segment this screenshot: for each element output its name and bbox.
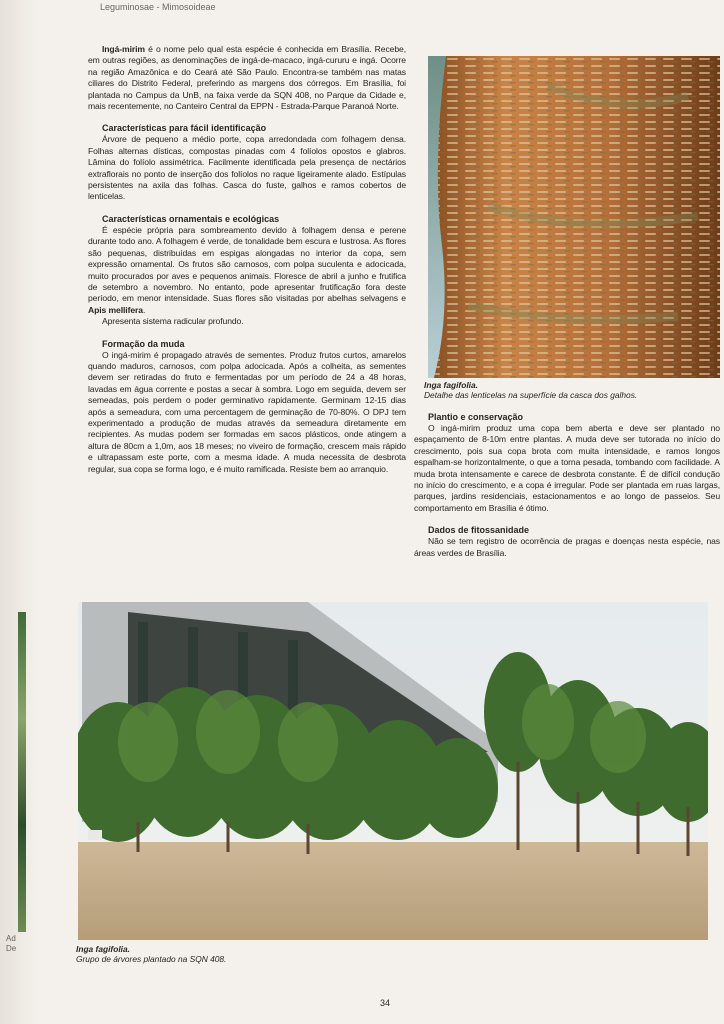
planting-text: O ingá-mirim produz uma copa bem aberta e deve ser plantado no espaçamento de 8-10m entre plantas. A muda deve ser tutorada no início do crescimento, pois sua copa brota com muita intensidade, e ramos longos espalham-se horizontalmente, o que a torna pesada, tombando com facilidade. A muda brota intensamente e carece de desbrota constante. É de difícil condução no início do crescimento, e a copa é irregular. Pode ser plantada em ruas largas, parques, jardins residenciais, estacionamentos e ao longo de passeios. Seu comportamento em Brasília é ótimo. <box>414 423 720 513</box>
margin-fragment-1: Ad <box>6 934 16 943</box>
phyto-text: Não se tem registro de ocorrência de pragas e doenças nesta espécie, nas áreas verdes de Brasília. <box>414 536 720 558</box>
intro-lead: Ingá-mirim <box>102 44 145 54</box>
ornamental-text: É espécie própria para sombreamento devido à folhagem densa e perene durante todo ano. A folhagem é verde, de tonalidade bem escura e lustrosa. As flores são pequenas, distribuídas em espigas alongadas no interior da copa, sem expressão ornamental. Os frutos são carnosos, com polpa suculenta e adocicada, muito procurados por aves e pequenos animais. Floresce de abril a junho e frutifica de setembro a novembro. No entanto, pode apresentar frutificação fora deste período, em menor intensidade. Suas flores são visitadas por abelhas selvagens e <box>88 224 406 304</box>
bark-caption-text: Detalhe das lenticelas na superfície da casca dos galhos. <box>424 390 638 400</box>
left-column <box>88 44 406 486</box>
ornamental-text-end: . <box>142 304 146 315</box>
ornamental-bold-term: Apis mellifera <box>88 304 143 315</box>
bark-caption <box>424 380 720 400</box>
phyto-title: Dados de fitossanidade <box>428 525 530 536</box>
park-caption-text: Grupo de árvores plantado na SQN 408. <box>76 954 227 964</box>
identification-text: Árvore de pequeno a médio porte, copa arredondada com folhagem densa. Folhas alternas dísticas, compostas pinadas com 4 folíolos opostos e glabros. Lâmina do folíolo assimétrica. Facilmente identificada pela presença de nectários extraflorais no ponto de inserção dos folíolos no raque ligeiramente alado. Estípulas persistentes na axila das folhas. Casca do fuste, galhos e ramos cobertos de lenticelas. <box>88 134 406 202</box>
ornamental-roots: Apresenta sistema radicular profundo. <box>102 316 244 327</box>
bark-caption-title: Inga fagifolia. <box>424 380 478 390</box>
intro-section <box>88 44 406 112</box>
previous-page-gutter <box>0 0 40 1024</box>
right-column <box>414 412 720 570</box>
phyto-section <box>414 525 720 559</box>
formation-text: O ingá-mirim é propagado através de sementes. Produz frutos curtos, amarelos quando maduros, carnosos, com polpa adocicada. Após a colheita, as sementes devem ser retiradas do fruto e fermentadas por um período de 24 a 48 horas, lavadas em água corrente e postas a secar à sombra. Logo em seguida, devem ser semeadas, pois perdem o poder germinativo rapidamente. Germinam 12-15 dias após a semeadura, com uma percentagem de germinação de 70-80%. O DPJ tem experimentado a produção de mudas através da semeadura diretamente em recipientes. As mudas podem ser formadas em sacos plásticos, onde atingem a altura de 80cm a 1,0m, aos 18 meses; no viveiro de formação, crescem mais rápido e ultrapassam este porte, com a mesma idade. A muda necessita de desbrota regular, sua copa se forma logo, e é muito ramificada. Resiste bem ao arranquio. <box>88 349 406 474</box>
park-caption <box>76 944 496 964</box>
bark-photo <box>428 56 720 378</box>
ornamental-section <box>88 214 406 328</box>
ornamental-title: Características ornamentais e ecológicas <box>102 213 280 224</box>
intro-text: é o nome pelo qual esta espécie é conhecida em Brasília. Recebe, em outras regiões, as denominações de ingá-de-macaco, ingá-cururu e ingá. Ocorre na região Amazônica e do Ceará até São Paulo. Encontra-se também nas matas ciliares do Distrito Federal, preferindo as margens dos córregos. Em Brasília, foi plantada no Campus da UnB, na faixa verde da SQN 408, no Parque da Cidade e, mais recentemente, no Canteiro Central da EPPN - Estrada-Parque Paranoá Norte. <box>88 44 406 112</box>
intro-paragraph <box>88 44 406 112</box>
planting-section <box>414 412 720 514</box>
bark-illustration <box>428 56 720 378</box>
page-number: 34 <box>380 998 391 1008</box>
park-caption-title: Inga fagifolia. <box>76 944 130 954</box>
planting-title: Plantio e conservação <box>428 412 524 422</box>
park-illustration <box>78 602 708 940</box>
identification-section <box>88 123 406 202</box>
margin-fragment-2: De <box>6 944 17 953</box>
park-photo <box>78 602 708 940</box>
ornamental-paragraph <box>88 225 406 316</box>
running-head: Leguminosae - Mimosoideae <box>100 2 216 12</box>
formation-section <box>88 339 406 475</box>
identification-title: Características para fácil identificação <box>102 123 267 134</box>
formation-title: Formação da muda <box>102 338 185 349</box>
previous-page-photo-edge <box>18 612 26 932</box>
